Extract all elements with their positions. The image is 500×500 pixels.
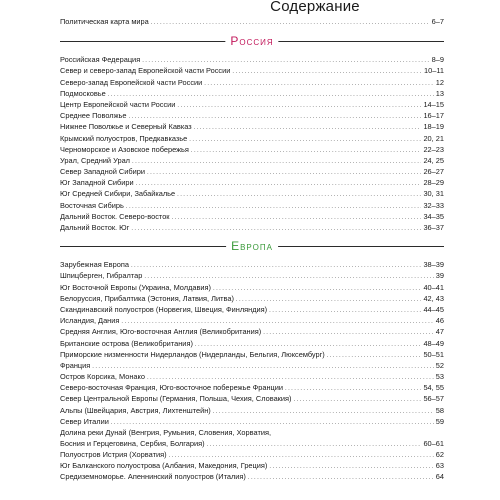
- toc-entry[interactable]: [60, 449, 444, 460]
- toc-entry-page: 62: [435, 450, 444, 459]
- toc-entry-page: 39: [435, 271, 444, 281]
- toc-entry-label: Российская Федерация: [60, 55, 141, 65]
- leader-dots: [136, 179, 422, 188]
- europe-list: [60, 259, 444, 427]
- toc-entry-page: 16–17: [423, 111, 444, 121]
- leader-dots: [121, 317, 433, 326]
- toc-entry-page: 64: [435, 472, 444, 482]
- toc-entry-page: 8–9: [431, 55, 444, 65]
- leader-dots: [147, 373, 434, 382]
- toc-entry-label: Восточная Сибирь: [60, 200, 124, 210]
- toc-entry-label: Средиземноморье. Апеннинский полуостров (Италия): [60, 472, 246, 482]
- leader-dots: [172, 213, 422, 222]
- toc-entry-label: Скандинавский полуостров (Норвегия, Швеция, Финляндия): [60, 304, 268, 314]
- toc-entry[interactable]: [60, 371, 444, 382]
- leader-dots: [147, 168, 421, 177]
- toc-entry[interactable]: [60, 259, 444, 270]
- toc-entry[interactable]: [60, 177, 444, 188]
- toc-entry-page: 13: [435, 88, 444, 98]
- toc-entry[interactable]: [60, 393, 444, 404]
- toc-entry-label: Дальний Восток. Северо-восток: [60, 211, 170, 221]
- toc-entry-label: Исландия, Дания: [60, 316, 120, 326]
- leader-dots: [131, 224, 421, 233]
- leader-dots: [213, 284, 421, 293]
- toc-entry-page: 38–39: [423, 260, 444, 270]
- toc-entry[interactable]: [60, 382, 444, 393]
- section-title-europe: Европа: [226, 238, 278, 254]
- toc-entry[interactable]: [60, 471, 444, 482]
- toc-entry-multiline[interactable]: [60, 427, 444, 449]
- toc-entry[interactable]: [60, 54, 444, 65]
- toc-entry-page: 24, 25: [423, 155, 444, 165]
- toc-entry-label: Дальний Восток. Юг: [60, 223, 130, 232]
- toc-entry[interactable]: [60, 416, 444, 427]
- toc-entry-page: 20, 21: [423, 133, 444, 143]
- toc-entry[interactable]: [60, 338, 444, 349]
- leader-dots: [111, 418, 434, 427]
- toc-entry[interactable]: [60, 211, 444, 222]
- toc-entry[interactable]: [60, 110, 444, 121]
- toc-entry-label: Белоруссия, Прибалтика (Эстония, Латвия, Литва): [60, 293, 234, 303]
- leader-dots: [213, 407, 434, 416]
- leader-dots: [232, 67, 422, 76]
- toc-entry-page: 12: [435, 77, 444, 87]
- toc-entry-label: Урал, Средний Урал: [60, 155, 130, 165]
- toc-entry-label: Северо-запад Европейской части России: [60, 77, 203, 87]
- section-title-russia: Россия: [225, 33, 278, 49]
- toc-entry[interactable]: [60, 293, 444, 304]
- toc-entry-page: 36–37: [423, 223, 444, 232]
- toc-entry-page: 54, 55: [423, 383, 444, 393]
- leader-dots: [169, 451, 434, 460]
- toc-entry-page: 26–27: [423, 167, 444, 177]
- toc-entry-page: 40–41: [423, 282, 444, 292]
- leader-dots: [108, 90, 434, 99]
- leader-dots: [207, 440, 422, 449]
- toc-entry-page: 48–49: [423, 338, 444, 348]
- toc-entry: [60, 438, 444, 449]
- leader-dots: [269, 462, 433, 471]
- leader-dots: [236, 295, 422, 304]
- russia-list: [60, 54, 444, 233]
- leader-dots: [294, 395, 422, 404]
- leader-dots: [126, 202, 422, 211]
- leader-dots: [132, 157, 421, 166]
- toc-entry-page: 63: [435, 461, 444, 471]
- toc-entry[interactable]: [60, 304, 444, 315]
- toc-entry-label: Политическая карта мира: [60, 17, 149, 26]
- toc-entry[interactable]: [60, 460, 444, 471]
- toc-entry-page: 42, 43: [423, 293, 444, 303]
- toc-entry-label: Север Центральной Европы (Германия, Польша, Чехия, Словакия): [60, 394, 292, 404]
- toc-entry-label: Север и северо-запад Европейской части России: [60, 66, 231, 76]
- leader-dots: [131, 261, 422, 270]
- leader-dots: [151, 18, 430, 27]
- toc-entry-label: Франция: [60, 360, 91, 370]
- leader-dots: [177, 190, 421, 199]
- toc-entry-label: Полуостров Истрия (Хорватия): [60, 450, 167, 459]
- toc-entry-label: Север Италии: [60, 416, 109, 426]
- section-header-russia: [60, 32, 444, 52]
- toc-entry-page: 14–15: [423, 99, 444, 109]
- toc-entry-page: 59: [435, 416, 444, 426]
- toc-entry[interactable]: [60, 200, 444, 211]
- toc-entry-page: 22–23: [423, 144, 444, 154]
- toc-entry-label: Шпицберген, Гибралтар: [60, 271, 143, 281]
- leader-dots: [191, 146, 422, 155]
- toc-entry[interactable]: [60, 144, 444, 155]
- section-header-europe: [60, 237, 444, 257]
- toc-entry-label-line2: Босния и Герцеговина, Сербия, Болгария): [60, 439, 205, 448]
- toc-entry[interactable]: [60, 360, 444, 371]
- toc-entry[interactable]: [60, 166, 444, 177]
- toc-entry-page: 6–7: [431, 17, 444, 26]
- toc-entry-label: Британские острова (Великобритания): [60, 338, 193, 348]
- page-title: Содержание: [270, 0, 360, 15]
- toc-entry-page: 60–61: [423, 439, 444, 448]
- toc-entry[interactable]: [60, 133, 444, 144]
- toc-entry-page: 34–35: [423, 211, 444, 221]
- toc-entry-page: 53: [435, 372, 444, 382]
- toc-entry-label: Остров Корсика, Монако: [60, 372, 145, 382]
- toc-entry-label: Центр Европейской части России: [60, 99, 176, 109]
- toc-entry[interactable]: [60, 188, 444, 199]
- leader-dots: [177, 101, 421, 110]
- toc-entry-page: 47: [435, 327, 444, 337]
- leader-dots: [204, 79, 433, 88]
- table-of-contents: [60, 16, 444, 483]
- toc-entry[interactable]: [60, 349, 444, 360]
- toc-entry-page: 52: [435, 360, 444, 370]
- toc-entry-label: Подмосковье: [60, 88, 106, 98]
- toc-entry[interactable]: [60, 65, 444, 76]
- toc-entry-label: Нижнее Поволжье и Северный Кавказ: [60, 122, 192, 132]
- europe-list-after: [60, 449, 444, 483]
- toc-entry-label: Юг Балканского полуострова (Албания, Македония, Греция): [60, 461, 268, 471]
- toc-entry-page: 28–29: [423, 178, 444, 188]
- toc-entry-label: Юг Западной Сибири: [60, 178, 134, 188]
- toc-entry-label: Средняя Англия, Юго-восточная Англия (Великобритания): [60, 327, 262, 337]
- toc-entry-label: Альпы (Швейцария, Австрия, Лихтенштейн): [60, 405, 211, 415]
- toc-entry-label: Север Западной Сибири: [60, 167, 146, 177]
- leader-dots: [269, 306, 421, 315]
- toc-entry[interactable]: [60, 16, 444, 27]
- toc-entry-page: 58: [435, 405, 444, 415]
- toc-entry-page: 18–19: [423, 122, 444, 132]
- leader-dots: [327, 351, 422, 360]
- toc-entry[interactable]: [60, 121, 444, 132]
- leader-dots: [248, 473, 434, 482]
- toc-entry-label: Среднее Поволжье: [60, 111, 127, 121]
- toc-entry[interactable]: [60, 282, 444, 293]
- toc-entry-label: Северо-восточная Франция, Юго-восточное побережье Франции: [60, 383, 284, 393]
- leader-dots: [195, 340, 422, 349]
- toc-entry-page: 30, 31: [423, 189, 444, 199]
- leader-dots: [92, 362, 433, 371]
- toc-entry-label: Приморские низменности Нидерландов (Нидерланды, Бельгия, Люксембург): [60, 349, 325, 359]
- toc-entry-label: Юг Средней Сибири, Забайкалье: [60, 189, 176, 199]
- toc-entry[interactable]: [60, 405, 444, 416]
- toc-entry-label: Крымский полуостров, Предкавказье: [60, 133, 188, 143]
- toc-entry-page: 50–51: [423, 349, 444, 359]
- toc-entry[interactable]: [60, 270, 444, 281]
- toc-entry[interactable]: [60, 222, 444, 233]
- toc-entry[interactable]: [60, 77, 444, 88]
- toc-entry-page: 10–11: [423, 66, 444, 76]
- toc-entry-label-line1: Долина реки Дунай (Венгрия, Румыния, Словения, Хорватия,: [60, 428, 272, 437]
- toc-entry-page: 56–57: [423, 394, 444, 404]
- toc-entry-label: Юг Восточной Европы (Украина, Молдавия): [60, 282, 212, 292]
- toc-entry-page: 44–45: [423, 304, 444, 314]
- leader-dots: [142, 56, 429, 65]
- leader-dots: [194, 123, 422, 132]
- leader-dots: [129, 112, 422, 121]
- toc-entry-label: Черноморское и Азовское побережья: [60, 144, 189, 154]
- toc-entry[interactable]: [60, 88, 444, 99]
- leader-dots: [144, 272, 433, 281]
- toc-entry[interactable]: [60, 155, 444, 166]
- leader-dots: [285, 384, 421, 393]
- leader-dots: [189, 135, 421, 144]
- toc-entry[interactable]: [60, 99, 444, 110]
- toc-entry[interactable]: [60, 315, 444, 326]
- toc-entry-page: 32–33: [423, 200, 444, 210]
- toc-entry-label: Зарубежная Европа: [60, 260, 129, 270]
- toc-entry[interactable]: [60, 326, 444, 337]
- toc-entry-page: 46: [435, 316, 444, 326]
- leader-dots: [263, 328, 434, 337]
